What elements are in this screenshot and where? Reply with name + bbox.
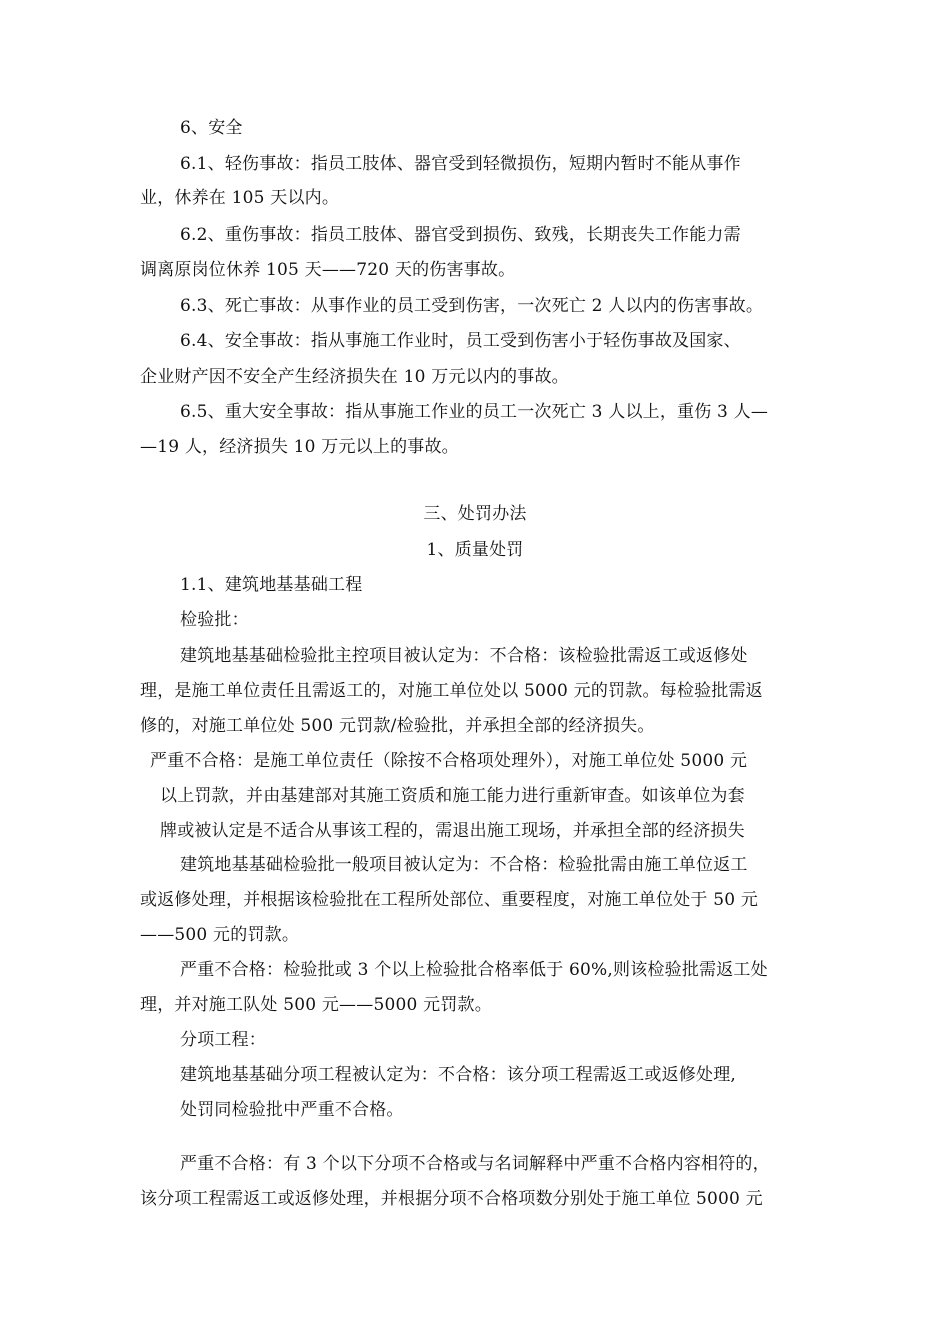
paragraph-6-line-2: 该分项工程需返工或返修处理，并根据分项不合格项数分别处于施工单位 5000 元: [140, 1189, 763, 1209]
paragraph-6-3: 6.3、死亡事故：从事作业的员工受到伤害，一次死亡 2 人以内的伤害事故。: [180, 296, 764, 316]
paragraph-1-line-1: 建筑地基基础检验批主控项目被认定为：不合格：该检验批需返工或返修处: [180, 646, 748, 666]
paragraph-2-line-1: 严重不合格：是施工单位责任（除按不合格项处理外），对施工单位处 5000 元: [150, 751, 748, 771]
paragraph-2-line-2: 以上罚款，并由基建部对其施工资质和施工能力进行重新审查。如该单位为套: [160, 786, 745, 806]
paragraph-6-2-line-2: 调离原岗位休养 105 天——720 天的伤害事故。: [140, 260, 516, 280]
section-6-heading: 6、安全: [180, 118, 243, 138]
paragraph-4-line-1: 严重不合格：检验批或 3 个以上检验批合格率低于 60%,则该检验批需返工处: [180, 960, 768, 980]
paragraph-5-line-2: 处罚同检验批中严重不合格。: [180, 1100, 404, 1120]
paragraph-6-1-line-2: 业，休养在 105 天以内。: [140, 188, 340, 208]
paragraph-6-4-line-1: 6.4、安全事故：指从事施工作业时，员工受到伤害小于轻伤事故及国家、: [180, 331, 741, 351]
paragraph-4-line-2: 理，并对施工队处 500 元——5000 元罚款。: [140, 995, 492, 1015]
paragraph-3-line-3: ——500 元的罚款。: [140, 925, 300, 945]
subsection-1-1-heading: 1.1、建筑地基基础工程: [180, 575, 363, 595]
sub-item-project-label: 分项工程：: [180, 1030, 266, 1050]
inspection-batch-label: 检验批：: [180, 610, 249, 630]
paragraph-6-1-line-1: 6.1、轻伤事故：指员工肢体、器官受到轻微损伤，短期内暂时不能从事作: [180, 154, 741, 174]
section-3-title: 三、处罚办法: [423, 504, 527, 524]
paragraph-5-line-1: 建筑地基基础分项工程被认定为：不合格：该分项工程需返工或返修处理,: [180, 1065, 737, 1085]
paragraph-1-line-2: 理，是施工单位责任且需返工的，对施工单位处以 5000 元的罚款。每检验批需返: [140, 681, 763, 701]
paragraph-6-5-line-2: —19 人，经济损失 10 万元以上的事故。: [140, 437, 459, 457]
paragraph-6-line-1: 严重不合格：有 3 个以下分项不合格或与名词解释中严重不合格内容相符的，: [180, 1154, 770, 1174]
paragraph-1-line-3: 修的，对施工单位处 500 元罚款/检验批，并承担全部的经济损失。: [140, 716, 655, 736]
quality-penalty-title: 1、质量处罚: [426, 540, 524, 560]
paragraph-2-line-3: 牌或被认定是不适合从事该工程的，需退出施工现场，并承担全部的经济损失: [160, 821, 745, 841]
paragraph-6-2-line-1: 6.2、重伤事故：指员工肢体、器官受到损伤、致残，长期丧失工作能力需: [180, 225, 741, 245]
paragraph-6-4-line-2: 企业财产因不安全产生经济损失在 10 万元以内的事故。: [140, 367, 569, 387]
paragraph-3-line-1: 建筑地基基础检验批一般项目被认定为：不合格：检验批需由施工单位返工: [180, 855, 748, 875]
paragraph-6-5-line-1: 6.5、重大安全事故：指从事施工作业的员工一次死亡 3 人以上，重伤 3 人—: [180, 402, 769, 422]
paragraph-3-line-2: 或返修处理，并根据该检验批在工程所处部位、重要程度，对施工单位处于 50 元: [140, 890, 759, 910]
